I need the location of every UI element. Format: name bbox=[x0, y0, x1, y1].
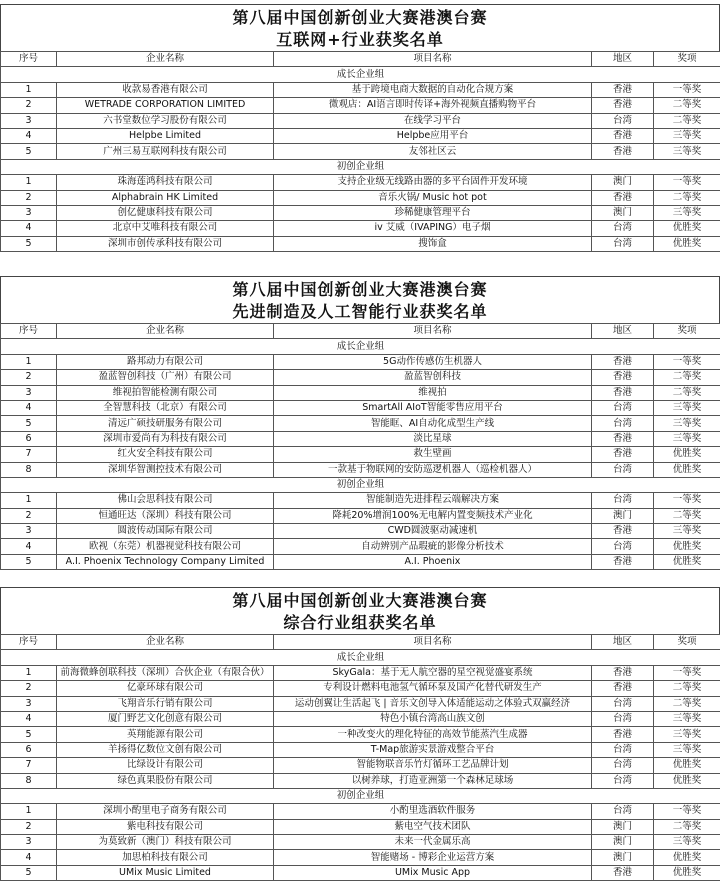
table-row bbox=[1, 236, 720, 251]
column-header: 项目名称 bbox=[274, 52, 592, 67]
award: 二等奖 bbox=[654, 696, 720, 711]
region: 台湾 bbox=[592, 462, 654, 477]
award: 优胜奖 bbox=[654, 236, 720, 251]
region: 香港 bbox=[592, 82, 654, 97]
section-title-line: 综合行业组获奖名单 bbox=[283, 613, 437, 632]
table-row bbox=[1, 128, 720, 143]
company-name: 全智慧科技（北京）有限公司 bbox=[57, 400, 274, 415]
project-name: 盈蓝智创科技 bbox=[274, 370, 592, 385]
award: 优胜奖 bbox=[654, 554, 720, 569]
project-name: 搜饰盒 bbox=[274, 236, 592, 251]
table-row bbox=[1, 385, 720, 400]
award: 优胜奖 bbox=[654, 758, 720, 773]
table-row bbox=[1, 205, 720, 220]
award-table bbox=[0, 323, 720, 570]
company-name: 绿色真果股份有限公司 bbox=[57, 773, 274, 788]
project-name: 智能眶、AI自动化成型生产线 bbox=[274, 416, 592, 431]
award: 一等奖 bbox=[654, 354, 720, 369]
table-row bbox=[1, 493, 720, 508]
award-table bbox=[0, 634, 720, 881]
section-title-line: 互联网+行业获奖名单 bbox=[276, 30, 444, 49]
region: 台湾 bbox=[592, 416, 654, 431]
company-name: A.I. Phoenix Technology Company Limited bbox=[57, 554, 274, 569]
award: 三等奖 bbox=[654, 416, 720, 431]
row-index: 2 bbox=[1, 190, 57, 205]
row-index: 7 bbox=[1, 758, 57, 773]
project-name: Helpbe应用平台 bbox=[274, 128, 592, 143]
table-header-row bbox=[1, 324, 720, 339]
row-index: 4 bbox=[1, 221, 57, 236]
table-row bbox=[1, 82, 720, 97]
group-name: 成长企业组 bbox=[1, 67, 720, 82]
column-header: 地区 bbox=[592, 635, 654, 650]
table-row bbox=[1, 524, 720, 539]
column-header: 地区 bbox=[592, 324, 654, 339]
row-index: 1 bbox=[1, 665, 57, 680]
award: 二等奖 bbox=[654, 385, 720, 400]
table-row bbox=[1, 447, 720, 462]
award-table bbox=[0, 51, 720, 252]
row-index: 3 bbox=[1, 696, 57, 711]
table-row bbox=[1, 190, 720, 205]
row-index: 4 bbox=[1, 711, 57, 726]
company-name: 北京中艾唯科技有限公司 bbox=[57, 221, 274, 236]
award-section bbox=[0, 276, 720, 570]
project-name: 珍稀健康管理平台 bbox=[274, 205, 592, 220]
project-name: 专利设计燃料电池氢气循环泵及国产化替代研发生产 bbox=[274, 681, 592, 696]
group-header-row bbox=[1, 477, 720, 492]
company-name: Helpbe Limited bbox=[57, 128, 274, 143]
group-name: 初创企业组 bbox=[1, 477, 720, 492]
company-name: 深圳市爱尚有为科技有限公司 bbox=[57, 431, 274, 446]
column-header: 企业名称 bbox=[57, 52, 274, 67]
award: 三等奖 bbox=[654, 431, 720, 446]
table-row bbox=[1, 175, 720, 190]
award: 三等奖 bbox=[654, 524, 720, 539]
group-name: 初创企业组 bbox=[1, 159, 720, 174]
row-index: 2 bbox=[1, 370, 57, 385]
company-name: 深圳小酌里电子商务有限公司 bbox=[57, 804, 274, 819]
row-index: 7 bbox=[1, 447, 57, 462]
table-row bbox=[1, 850, 720, 865]
row-index: 5 bbox=[1, 144, 57, 159]
company-name: 紫电科技有限公司 bbox=[57, 819, 274, 834]
award: 二等奖 bbox=[654, 113, 720, 128]
company-name: 创亿健康科技有限公司 bbox=[57, 205, 274, 220]
company-name: 飞翔音乐行销有限公司 bbox=[57, 696, 274, 711]
project-name: 5G动作传感仿生机器人 bbox=[274, 354, 592, 369]
region: 香港 bbox=[592, 447, 654, 462]
company-name: 深圳华智测控技术有限公司 bbox=[57, 462, 274, 477]
column-header: 企业名称 bbox=[57, 324, 274, 339]
award: 三等奖 bbox=[654, 727, 720, 742]
row-index: 4 bbox=[1, 128, 57, 143]
company-name: 加思柏科技有限公司 bbox=[57, 850, 274, 865]
region: 香港 bbox=[592, 128, 654, 143]
region: 香港 bbox=[592, 431, 654, 446]
table-row bbox=[1, 819, 720, 834]
region: 香港 bbox=[592, 554, 654, 569]
row-index: 8 bbox=[1, 773, 57, 788]
column-header: 奖项 bbox=[654, 635, 720, 650]
table-row bbox=[1, 773, 720, 788]
table-row bbox=[1, 370, 720, 385]
row-index: 2 bbox=[1, 98, 57, 113]
award: 三等奖 bbox=[654, 835, 720, 850]
region: 澳门 bbox=[592, 835, 654, 850]
project-name: 小酌里选酒软件服务 bbox=[274, 804, 592, 819]
table-row bbox=[1, 804, 720, 819]
table-row bbox=[1, 539, 720, 554]
project-name: 救生壁画 bbox=[274, 447, 592, 462]
row-index: 2 bbox=[1, 508, 57, 523]
company-name: 清远广硕技研服务有限公司 bbox=[57, 416, 274, 431]
table-row bbox=[1, 696, 720, 711]
award: 优胜奖 bbox=[654, 447, 720, 462]
table-row bbox=[1, 354, 720, 369]
region: 台湾 bbox=[592, 711, 654, 726]
region: 台湾 bbox=[592, 742, 654, 757]
award: 二等奖 bbox=[654, 819, 720, 834]
award-section bbox=[0, 587, 720, 881]
company-name: 维视拍智能检测有限公司 bbox=[57, 385, 274, 400]
company-name: 英翔能源有限公司 bbox=[57, 727, 274, 742]
table-row bbox=[1, 431, 720, 446]
company-name: UMix Music Limited bbox=[57, 865, 274, 880]
project-name: SkyGala：基于无人航空器的星空视觉盛宴系统 bbox=[274, 665, 592, 680]
award: 三等奖 bbox=[654, 144, 720, 159]
project-name: iv 艾威（IVAPING）电子烟 bbox=[274, 221, 592, 236]
table-row bbox=[1, 400, 720, 415]
region: 台湾 bbox=[592, 539, 654, 554]
region: 香港 bbox=[592, 370, 654, 385]
project-name: 音乐火锅/ Music hot pot bbox=[274, 190, 592, 205]
company-name: 红火安全科技有限公司 bbox=[57, 447, 274, 462]
award-section bbox=[0, 4, 720, 252]
award: 三等奖 bbox=[654, 742, 720, 757]
row-index: 5 bbox=[1, 236, 57, 251]
section-title-block bbox=[0, 4, 720, 51]
project-name: 在线学习平台 bbox=[274, 113, 592, 128]
project-name: 一种改变火的理化特征的高效节能蒸汽生成器 bbox=[274, 727, 592, 742]
row-index: 8 bbox=[1, 462, 57, 477]
award: 优胜奖 bbox=[654, 462, 720, 477]
award: 优胜奖 bbox=[654, 221, 720, 236]
row-index: 4 bbox=[1, 850, 57, 865]
region: 台湾 bbox=[592, 400, 654, 415]
award: 三等奖 bbox=[654, 128, 720, 143]
row-index: 5 bbox=[1, 727, 57, 742]
region: 香港 bbox=[592, 665, 654, 680]
table-row bbox=[1, 462, 720, 477]
table-header-row bbox=[1, 52, 720, 67]
region: 香港 bbox=[592, 865, 654, 880]
project-name: A.I. Phoenix bbox=[274, 554, 592, 569]
group-header-row bbox=[1, 67, 720, 82]
company-name: 圆波传动国际有限公司 bbox=[57, 524, 274, 539]
table-row bbox=[1, 221, 720, 236]
column-header: 序号 bbox=[1, 324, 57, 339]
project-name: UMix Music App bbox=[274, 865, 592, 880]
row-index: 6 bbox=[1, 742, 57, 757]
group-name: 初创企业组 bbox=[1, 788, 720, 803]
award: 优胜奖 bbox=[654, 865, 720, 880]
table-row bbox=[1, 144, 720, 159]
award: 一等奖 bbox=[654, 175, 720, 190]
company-name: 珠海莲鸿科技有限公司 bbox=[57, 175, 274, 190]
row-index: 5 bbox=[1, 416, 57, 431]
table-row bbox=[1, 758, 720, 773]
group-name: 成长企业组 bbox=[1, 650, 720, 665]
project-name: 智能物联音乐竹灯循环工艺品牌计划 bbox=[274, 758, 592, 773]
group-header-row bbox=[1, 788, 720, 803]
region: 澳门 bbox=[592, 850, 654, 865]
column-header: 企业名称 bbox=[57, 635, 274, 650]
row-index: 1 bbox=[1, 804, 57, 819]
company-name: 路邦动力有限公司 bbox=[57, 354, 274, 369]
table-row bbox=[1, 416, 720, 431]
region: 台湾 bbox=[592, 758, 654, 773]
region: 香港 bbox=[592, 98, 654, 113]
row-index: 1 bbox=[1, 354, 57, 369]
row-index: 2 bbox=[1, 819, 57, 834]
company-name: 比绿设计有限公司 bbox=[57, 758, 274, 773]
group-header-row bbox=[1, 650, 720, 665]
project-name: 紫电空气技术团队 bbox=[274, 819, 592, 834]
project-name: 特色小镇台湾高山族文创 bbox=[274, 711, 592, 726]
column-header: 地区 bbox=[592, 52, 654, 67]
table-row bbox=[1, 727, 720, 742]
award: 优胜奖 bbox=[654, 850, 720, 865]
company-name: 欧视（东莞）机器视觉科技有限公司 bbox=[57, 539, 274, 554]
column-header: 奖项 bbox=[654, 52, 720, 67]
column-header: 奖项 bbox=[654, 324, 720, 339]
group-header-row bbox=[1, 339, 720, 354]
project-name: 一款基于物联网的安防巡逻机器人（巡检机器人） bbox=[274, 462, 592, 477]
row-index: 2 bbox=[1, 681, 57, 696]
region: 台湾 bbox=[592, 221, 654, 236]
row-index: 4 bbox=[1, 539, 57, 554]
project-name: T-Map旅游实景游戏整合平台 bbox=[274, 742, 592, 757]
region: 台湾 bbox=[592, 493, 654, 508]
table-row bbox=[1, 508, 720, 523]
project-name: 支持企业级无线路由器的多平台固件开发环境 bbox=[274, 175, 592, 190]
region: 澳门 bbox=[592, 205, 654, 220]
project-name: 自动辨别产品瑕疵的影像分析技术 bbox=[274, 539, 592, 554]
table-row bbox=[1, 742, 720, 757]
region: 台湾 bbox=[592, 804, 654, 819]
region: 澳门 bbox=[592, 508, 654, 523]
region: 香港 bbox=[592, 524, 654, 539]
project-name: 以树养球，打造亚洲第一个森林足球场 bbox=[274, 773, 592, 788]
region: 台湾 bbox=[592, 113, 654, 128]
award: 一等奖 bbox=[654, 804, 720, 819]
section-title-line: 先进制造及人工智能行业获奖名单 bbox=[232, 302, 488, 321]
award: 三等奖 bbox=[654, 711, 720, 726]
column-header: 序号 bbox=[1, 52, 57, 67]
section-title-block bbox=[0, 587, 720, 634]
award: 一等奖 bbox=[654, 493, 720, 508]
region: 香港 bbox=[592, 385, 654, 400]
company-name: 佛山会思科技有限公司 bbox=[57, 493, 274, 508]
company-name: Alphabrain HK Limited bbox=[57, 190, 274, 205]
row-index: 4 bbox=[1, 400, 57, 415]
row-index: 1 bbox=[1, 493, 57, 508]
table-row bbox=[1, 711, 720, 726]
award: 二等奖 bbox=[654, 190, 720, 205]
award: 二等奖 bbox=[654, 681, 720, 696]
award: 三等奖 bbox=[654, 205, 720, 220]
award: 三等奖 bbox=[654, 400, 720, 415]
region: 台湾 bbox=[592, 696, 654, 711]
row-index: 6 bbox=[1, 431, 57, 446]
project-name: 未来一代金属乐高 bbox=[274, 835, 592, 850]
award: 优胜奖 bbox=[654, 539, 720, 554]
column-header: 序号 bbox=[1, 635, 57, 650]
group-header-row bbox=[1, 159, 720, 174]
region: 香港 bbox=[592, 354, 654, 369]
company-name: 亿豪环球有限公司 bbox=[57, 681, 274, 696]
column-header: 项目名称 bbox=[274, 324, 592, 339]
company-name: 广州三易互联网科技有限公司 bbox=[57, 144, 274, 159]
row-index: 5 bbox=[1, 554, 57, 569]
company-name: 羊扬得亿数位文创有限公司 bbox=[57, 742, 274, 757]
project-name: 智能赌场 - 博彩企业运营方案 bbox=[274, 850, 592, 865]
project-name: 运动创翼让生活起飞 | 音乐文创导入体适能运动之体验式双赢经济 bbox=[274, 696, 592, 711]
table-row bbox=[1, 681, 720, 696]
company-name: 前海微蜂创联科技（深圳）合伙企业（有限合伙） bbox=[57, 665, 274, 680]
project-name: 友邻社区云 bbox=[274, 144, 592, 159]
region: 台湾 bbox=[592, 773, 654, 788]
row-index: 5 bbox=[1, 865, 57, 880]
award: 二等奖 bbox=[654, 98, 720, 113]
row-index: 3 bbox=[1, 835, 57, 850]
company-name: 为莫致新（澳门）科技有限公司 bbox=[57, 835, 274, 850]
company-name: 厦门野艺文化创意有限公司 bbox=[57, 711, 274, 726]
project-name: CWD圆波驱动减速机 bbox=[274, 524, 592, 539]
region: 香港 bbox=[592, 681, 654, 696]
row-index: 3 bbox=[1, 385, 57, 400]
company-name: 深圳市创传承科技有限公司 bbox=[57, 236, 274, 251]
table-header-row bbox=[1, 635, 720, 650]
award: 优胜奖 bbox=[654, 773, 720, 788]
section-title-block bbox=[0, 276, 720, 323]
project-name: 智能制造先进排程云端解决方案 bbox=[274, 493, 592, 508]
column-header: 项目名称 bbox=[274, 635, 592, 650]
group-name: 成长企业组 bbox=[1, 339, 720, 354]
region: 香港 bbox=[592, 190, 654, 205]
project-name: 微观店：AI语言即时传译+海外视频直播购物平台 bbox=[274, 98, 592, 113]
table-row bbox=[1, 835, 720, 850]
project-name: 降耗20%增润100%无电解内置变频技术产业化 bbox=[274, 508, 592, 523]
table-row bbox=[1, 554, 720, 569]
row-index: 3 bbox=[1, 524, 57, 539]
region: 澳门 bbox=[592, 175, 654, 190]
company-name: 六书堂数位学习股份有限公司 bbox=[57, 113, 274, 128]
row-index: 3 bbox=[1, 205, 57, 220]
company-name: WETRADE CORPORATION LIMITED bbox=[57, 98, 274, 113]
region: 台湾 bbox=[592, 236, 654, 251]
award: 一等奖 bbox=[654, 665, 720, 680]
table-row bbox=[1, 98, 720, 113]
row-index: 1 bbox=[1, 175, 57, 190]
project-name: 维视拍 bbox=[274, 385, 592, 400]
award: 二等奖 bbox=[654, 508, 720, 523]
project-name: 基于跨境电商大数据的自动化合规方案 bbox=[274, 82, 592, 97]
project-name: 淡比星球 bbox=[274, 431, 592, 446]
row-index: 3 bbox=[1, 113, 57, 128]
row-index: 1 bbox=[1, 82, 57, 97]
section-title-line: 第八届中国创新创业大赛港澳台赛 bbox=[232, 280, 488, 299]
table-row bbox=[1, 865, 720, 880]
company-name: 盈蓝智创科技（广州）有限公司 bbox=[57, 370, 274, 385]
award: 二等奖 bbox=[654, 370, 720, 385]
region: 香港 bbox=[592, 144, 654, 159]
region: 澳门 bbox=[592, 819, 654, 834]
section-title-line: 第八届中国创新创业大赛港澳台赛 bbox=[232, 591, 488, 610]
region: 香港 bbox=[592, 727, 654, 742]
table-row bbox=[1, 665, 720, 680]
project-name: SmartAll AIoT智能零售应用平台 bbox=[274, 400, 592, 415]
section-title-line: 第八届中国创新创业大赛港澳台赛 bbox=[232, 8, 488, 27]
table-row bbox=[1, 113, 720, 128]
award: 一等奖 bbox=[654, 82, 720, 97]
company-name: 恒通旺达（深圳）科技有限公司 bbox=[57, 508, 274, 523]
company-name: 收款易香港有限公司 bbox=[57, 82, 274, 97]
